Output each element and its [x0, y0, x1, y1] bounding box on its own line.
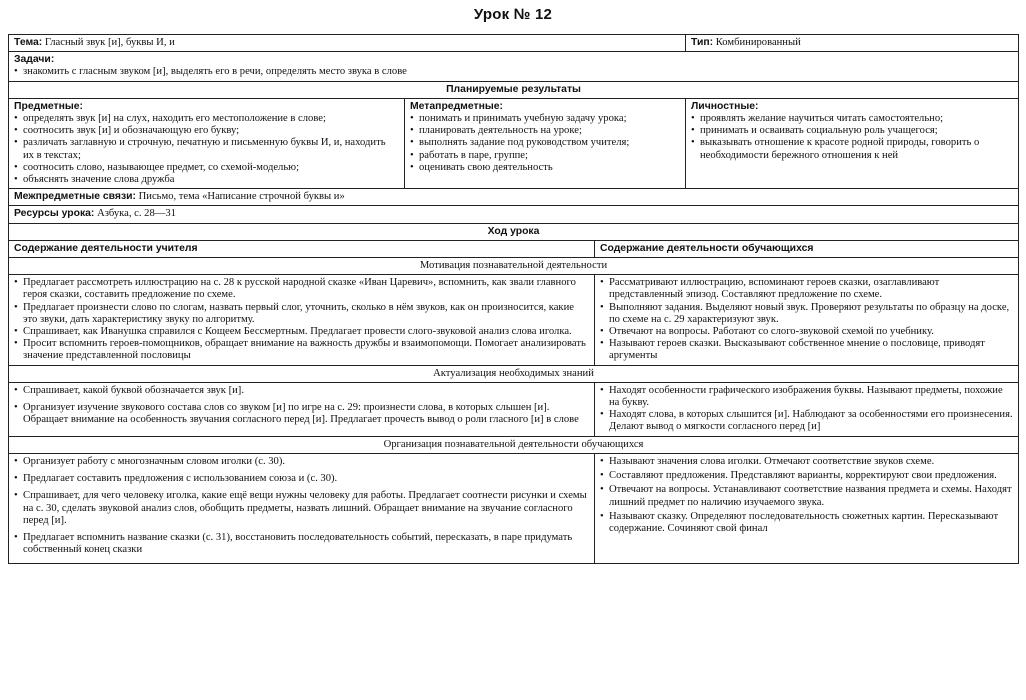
topic-cell	[9, 35, 686, 52]
section-title-row	[9, 258, 1019, 275]
planned-results-header: Планируемые результаты	[9, 81, 1019, 98]
list-item: • понимать и принимать учебную задачу урока;	[410, 113, 680, 125]
list-item: • Организует работу с многозначным словом иголки (с. 30).	[14, 456, 589, 468]
lesson-plan-table	[8, 34, 1019, 564]
column-header-row	[9, 240, 1019, 257]
section-title-row	[9, 365, 1019, 382]
list-item: • Спрашивает, как Иванушка справился с Кощеем Бессмертным. Предлагает провести слого-звуковой анализ слова иголка.	[14, 326, 589, 338]
resources-label: Ресурсы урока:	[14, 208, 95, 220]
links-row	[9, 189, 1019, 206]
list-item: • принимать и осваивать социальную роль учащегося;	[691, 125, 1013, 137]
students-activity-list	[600, 385, 1013, 434]
type-cell	[686, 35, 1019, 52]
resources-value: Азбука, с. 28—31	[97, 208, 176, 220]
list-item: • Называют значения слова иголки. Отмечают соответствие звуков схеме.	[600, 456, 1013, 468]
students-activity-cell	[595, 382, 1019, 436]
list-item: • Выполняют задания. Выделяют новый звук. Проверяют результаты по образцу на доске, по схеме на с. 29 характеризуют звук.	[600, 302, 1013, 326]
section-title: Мотивация познавательной деятельности	[9, 258, 1019, 275]
list-item: • определять звук [и] на слух, находить его местоположение в слове;	[14, 113, 399, 125]
list-item: • Находят слова, в которых слышится [и]. Наблюдают за особенностями его произнесения. Делают вывод о мягкости согласного перед [и]	[600, 409, 1013, 433]
type-label: Тип:	[691, 37, 714, 48]
subject-results-cell	[9, 98, 405, 188]
list-item: • Просит вспомнить героев-помощников, обращает внимание на важность дружбы и взаимопомощи. Помогает анализировать значение представленной пословицы	[14, 338, 589, 362]
list-item: • различать заглавную и строчную, печатную и письменную буквы И, и, находить их в текстах;	[14, 137, 399, 161]
students-activity-cell	[595, 275, 1019, 365]
personal-results-label: Личностные:	[691, 100, 759, 112]
list-item: • Предлагает вспомнить название сказки (с. 31), восстановить последовательность событий, пересказать, в паре придумать собственный конец сказки	[14, 532, 589, 556]
section-title: Организация познавательной деятельности обучающихся	[9, 436, 1019, 453]
tasks-list	[14, 66, 1013, 78]
list-item: • выказывать отношение к красоте родной природы, говорить о необходимости бережного отношения к ней	[691, 137, 1013, 161]
list-item: • соотносить звук [и] и обозначающую его букву;	[14, 125, 399, 137]
list-item: • соотносить слово, называющее предмет, со схемой-моделью;	[14, 162, 399, 174]
list-item: • Составляют предложения. Представляют варианты, корректируют свои предложения.	[600, 470, 1013, 482]
topic-row	[9, 35, 1019, 52]
teacher-activity-list	[14, 277, 589, 362]
topic-label: Тема:	[14, 37, 43, 48]
type-value: Комбинированный	[715, 37, 801, 48]
teacher-column-header: Содержание деятельности учителя	[9, 240, 595, 257]
teacher-activity-list	[14, 385, 589, 427]
resources-row	[9, 206, 1019, 223]
page-title: Урок № 12	[473, 6, 553, 23]
links-cell	[9, 189, 1019, 206]
section-content-row	[9, 453, 1019, 563]
meta-results-cell	[405, 98, 686, 188]
students-activity-list	[600, 456, 1013, 535]
tasks-label: Задачи:	[14, 54, 55, 66]
planned-header-row	[9, 81, 1019, 98]
list-item: • Спрашивает, для чего человеку иголка, какие ещё вещи нужны человеку для работы. Предлагает соотнести рисунки и схемы на с. 30, сделать звуковой анализ слов, обобщить предметы, назвать лишний. Обращает внимание на звучание согласного перед [и].	[14, 490, 589, 527]
meta-results-list	[410, 113, 680, 174]
teacher-activity-cell	[9, 453, 595, 563]
list-item: • Спрашивает, какой буквой обозначается звук [и].	[14, 385, 589, 397]
section-title-row	[9, 436, 1019, 453]
list-item: • Рассматривают иллюстрацию, вспоминают героев сказки, озаглавливают представленный эпизод. Составляют предложение по схеме.	[600, 277, 1013, 301]
planned-results-row	[9, 98, 1019, 188]
list-item: • планировать деятельность на уроке;	[410, 125, 680, 137]
resources-cell	[9, 206, 1019, 223]
list-item: • Отвечают на вопросы. Работают со слого-звуковой схемой по учебнику.	[600, 326, 1013, 338]
topic-value: Гласный звук [и], буквы И, и	[44, 37, 175, 48]
section-content-row	[9, 275, 1019, 365]
teacher-activity-cell	[9, 275, 595, 365]
students-column-header: Содержание деятельности обучающихся	[595, 240, 1019, 257]
list-item: • знакомить с гласным звуком [и], выделять его в речи, определять место звука в слове	[14, 66, 1013, 78]
subject-results-label: Предметные:	[14, 100, 83, 112]
list-item: • выполнять задание под руководством учителя;	[410, 137, 680, 149]
personal-results-list	[691, 113, 1013, 162]
teacher-activity-list	[14, 456, 589, 556]
personal-results-cell	[686, 98, 1019, 188]
tasks-cell	[9, 52, 1019, 81]
course-header: Ход урока	[9, 223, 1019, 240]
list-item: • Предлагает составить предложения с использованием союза и (с. 30).	[14, 473, 589, 485]
subject-results-list	[14, 113, 399, 186]
section-content-row	[9, 382, 1019, 436]
course-header-row	[9, 223, 1019, 240]
list-item: • Отвечают на вопросы. Устанавливают соответствие названия предмета и схемы. Находят лишний предмет по наличию изучаемого звука.	[600, 484, 1013, 508]
tasks-row	[9, 52, 1019, 81]
list-item: • Называют героев сказки. Высказывают собственное мнение о пословице, приводят аргументы	[600, 338, 1013, 362]
teacher-activity-cell	[9, 382, 595, 436]
list-item: • проявлять желание научиться читать самостоятельно;	[691, 113, 1013, 125]
list-item: • объяснять значение слова дружба	[14, 174, 399, 186]
section-title: Актуализация необходимых знаний	[9, 365, 1019, 382]
students-activity-cell	[595, 453, 1019, 563]
list-item: • Организует изучение звукового состава слов со звуком [и] по игре на с. 29: произнести слова, в которых слышен [и]. Обращает внимание на особенность звучания согласного перед [и]. Предлагает прочесть вывод о роли гласного [и] в слове	[14, 402, 589, 426]
list-item: • Предлагает произнести слово по слогам, назвать первый слог, уточнить, сколько в нём звуков, как он произносится, какие это звуки, дать характеристику звуку по алгоритму.	[14, 302, 589, 326]
list-item: • Предлагает рассмотреть иллюстрацию на с. 28 к русской народной сказке «Иван Царевич», вспомнить, как звали главного героя сказки, составить предложение по схеме.	[14, 277, 589, 301]
students-activity-list	[600, 277, 1013, 362]
list-item: • Находят особенности графического изображения буквы. Называют предметы, похожие на букву.	[600, 385, 1013, 409]
list-item: • работать в паре, группе;	[410, 150, 680, 162]
list-item: • оценивать свою деятельность	[410, 162, 680, 174]
links-label: Межпредметные связи:	[14, 191, 136, 203]
links-value: Письмо, тема «Написание строчной буквы и»	[138, 191, 345, 203]
meta-results-label: Метапредметные:	[410, 100, 503, 112]
list-item: • Называют сказку. Определяют последовательность сюжетных картин. Пересказывают содержание. Сочиняют свой финал	[600, 511, 1013, 535]
